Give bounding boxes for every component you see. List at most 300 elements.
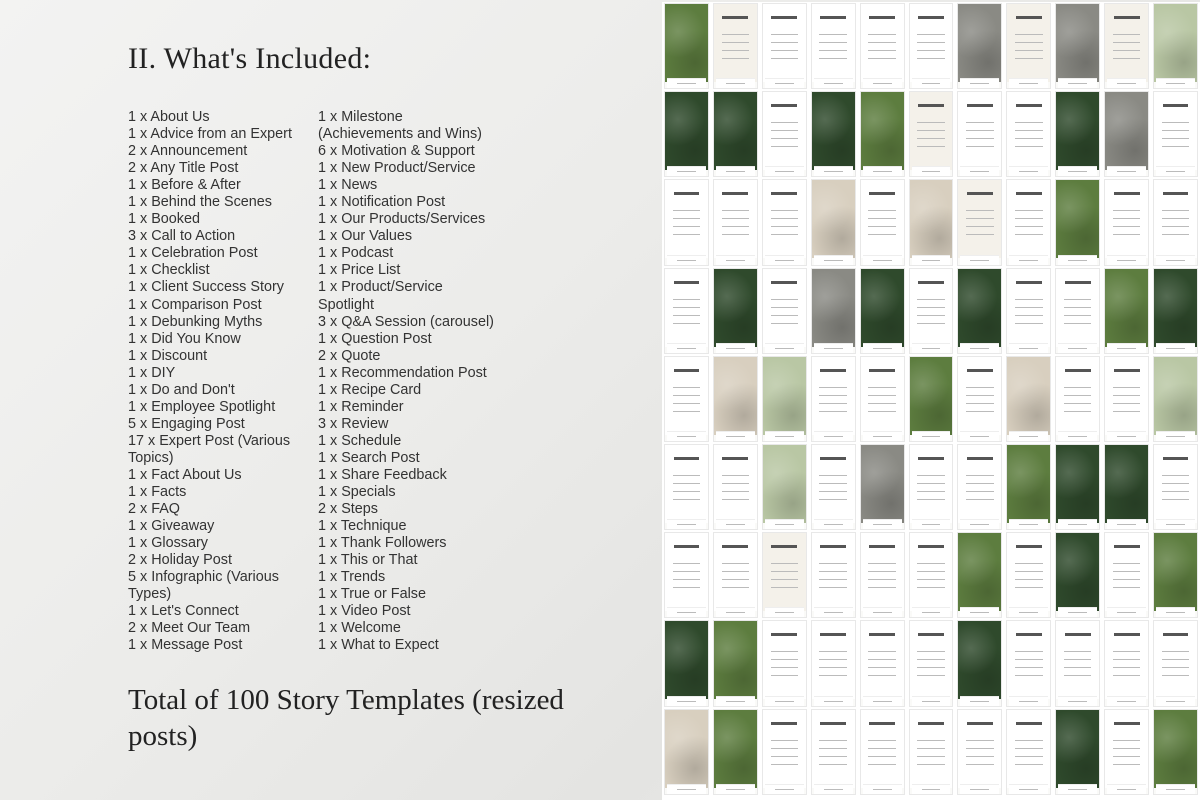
thumbnail-text-line — [722, 587, 749, 588]
thumbnail-text-line — [1015, 234, 1042, 235]
template-thumbnail — [811, 268, 856, 354]
template-thumbnail — [664, 356, 709, 442]
list-item: 1 x Notification Post — [318, 194, 446, 211]
thumbnail-caption — [1058, 78, 1097, 88]
thumbnail-text-line — [722, 58, 749, 59]
thumbnail-text-line — [917, 579, 944, 580]
list-item: 3 x Q&A Session (carousel) — [318, 313, 494, 330]
template-thumbnail — [909, 620, 954, 706]
thumbnail-text-line — [966, 499, 993, 500]
thumbnail-caption — [716, 696, 755, 706]
thumbnail-title-mark — [722, 192, 748, 195]
template-thumbnail — [1104, 179, 1149, 265]
thumbnail-text-line — [1064, 307, 1091, 308]
thumbnail-text-line — [917, 50, 944, 51]
thumbnail-text-line — [819, 740, 846, 741]
template-thumbnail — [1006, 356, 1051, 442]
thumbnail-title-mark — [1016, 104, 1042, 107]
thumbnail-text-line — [673, 387, 700, 388]
thumbnail-caption — [960, 607, 999, 617]
list-item: 1 x Price List — [318, 262, 401, 279]
thumbnail-text-line — [1162, 675, 1189, 676]
list-item: 1 x Behind the Scenes — [128, 194, 273, 211]
thumbnail-caption — [912, 166, 951, 176]
list-item: 17 x Expert Post (Various — [128, 432, 291, 449]
thumbnail-preview — [665, 92, 708, 170]
thumbnail-caption — [1156, 607, 1195, 617]
thumbnail-text-line — [917, 667, 944, 668]
thumbnail-text-line — [722, 210, 749, 211]
template-thumbnail — [1006, 444, 1051, 530]
section-heading: II. What's Included: — [128, 42, 372, 75]
list-item: 1 x Recommendation Post — [318, 364, 487, 381]
thumbnail-text-line — [966, 483, 993, 484]
thumbnail-caption — [814, 166, 853, 176]
thumbnail-text-line — [966, 403, 993, 404]
thumbnail-text-line — [966, 146, 993, 147]
thumbnail-text-line — [722, 50, 749, 51]
thumbnail-text-line — [868, 234, 895, 235]
thumbnail-title-mark — [1016, 281, 1042, 284]
thumbnail-text-line — [1162, 146, 1189, 147]
list-item: 1 x True or False — [318, 586, 426, 603]
thumbnail-caption — [960, 166, 999, 176]
thumbnail-text-line — [917, 58, 944, 59]
thumbnail-text-line — [917, 146, 944, 147]
template-thumbnail — [1153, 709, 1198, 795]
thumbnail-text-line — [966, 756, 993, 757]
thumbnail-text-line — [1162, 226, 1189, 227]
thumbnail-text-line — [673, 579, 700, 580]
template-thumbnail — [762, 3, 807, 89]
thumbnail-text-line — [722, 563, 749, 564]
thumbnail-text-line — [917, 740, 944, 741]
list-item: 1 x Technique — [318, 518, 407, 535]
thumbnail-text-line — [1113, 395, 1140, 396]
thumbnail-caption — [716, 431, 755, 441]
thumbnail-text-line — [819, 387, 846, 388]
thumbnail-caption — [667, 431, 706, 441]
thumbnail-text-line — [1162, 659, 1189, 660]
list-item: 1 x Message Post — [128, 637, 243, 654]
thumbnail-text-line — [819, 403, 846, 404]
thumbnail-title-mark — [869, 16, 895, 19]
template-thumbnail — [1153, 268, 1198, 354]
thumbnail-text-line — [966, 210, 993, 211]
thumbnail-text-line — [1015, 42, 1042, 43]
thumbnail-text-line — [868, 34, 895, 35]
thumbnail-caption — [960, 519, 999, 529]
thumbnail-text-line — [819, 395, 846, 396]
thumbnail-text-line — [917, 571, 944, 572]
thumbnail-caption — [765, 343, 804, 353]
template-thumbnail — [713, 620, 758, 706]
template-thumbnail — [713, 3, 758, 89]
template-thumbnail — [909, 532, 954, 618]
thumbnail-text-line — [868, 667, 895, 668]
template-thumbnail — [664, 91, 709, 177]
thumbnail-text-line — [819, 42, 846, 43]
thumbnail-caption — [1058, 784, 1097, 794]
thumbnail-title-mark — [771, 722, 797, 725]
thumbnail-text-line — [917, 483, 944, 484]
thumbnail-text-line — [917, 587, 944, 588]
list-item: 5 x Infographic (Various — [128, 569, 279, 586]
thumbnail-text-line — [868, 587, 895, 588]
thumbnail-text-line — [819, 571, 846, 572]
thumbnail-text-line — [1162, 499, 1189, 500]
list-item: 1 x Booked — [128, 211, 201, 228]
thumbnail-text-line — [1162, 491, 1189, 492]
thumbnail-text-line — [917, 499, 944, 500]
list-item: 2 x Announcement — [128, 143, 248, 160]
template-thumbnail — [713, 532, 758, 618]
thumbnail-text-line — [819, 34, 846, 35]
thumbnail-title-mark — [967, 457, 993, 460]
template-thumbnail — [1055, 620, 1100, 706]
thumbnail-title-mark — [1114, 192, 1140, 195]
thumbnail-text-line — [722, 579, 749, 580]
thumbnail-title-mark — [1114, 722, 1140, 725]
list-item: Types) — [128, 586, 172, 603]
thumbnail-text-line — [1015, 571, 1042, 572]
thumbnail-caption — [814, 519, 853, 529]
thumbnail-caption — [814, 343, 853, 353]
thumbnail-caption — [1156, 255, 1195, 265]
thumbnail-preview — [714, 92, 757, 170]
thumbnail-title-mark — [1016, 16, 1042, 19]
thumbnail-text-line — [868, 387, 895, 388]
thumbnail-text-line — [917, 34, 944, 35]
thumbnail-title-mark — [674, 545, 700, 548]
thumbnail-text-line — [917, 42, 944, 43]
thumbnail-text-line — [966, 411, 993, 412]
thumbnail-text-line — [722, 234, 749, 235]
template-thumbnail — [1104, 709, 1149, 795]
template-thumbnail — [1055, 709, 1100, 795]
thumbnail-title-mark — [1016, 633, 1042, 636]
thumbnail-text-line — [966, 218, 993, 219]
thumbnail-caption — [960, 343, 999, 353]
thumbnail-text-line — [1064, 675, 1091, 676]
thumbnail-title-mark — [869, 633, 895, 636]
thumbnail-text-line — [1113, 659, 1140, 660]
thumbnail-text-line — [673, 315, 700, 316]
thumbnail-title-mark — [967, 192, 993, 195]
thumbnail-preview — [763, 357, 806, 435]
template-thumbnail — [762, 709, 807, 795]
thumbnail-text-line — [819, 748, 846, 749]
thumbnail-preview — [812, 180, 855, 258]
thumbnail-text-line — [1015, 50, 1042, 51]
thumbnail-text-line — [819, 483, 846, 484]
template-thumbnail — [957, 444, 1002, 530]
thumbnail-text-line — [917, 307, 944, 308]
template-thumbnail — [957, 3, 1002, 89]
list-item: 1 x Our Products/Services — [318, 211, 486, 228]
list-item: 5 x Engaging Post — [128, 415, 245, 432]
thumbnail-caption — [1107, 431, 1146, 441]
thumbnail-text-line — [966, 122, 993, 123]
thumbnail-caption — [960, 431, 999, 441]
thumbnail-caption — [863, 519, 902, 529]
thumbnail-text-line — [771, 146, 798, 147]
thumbnail-preview — [1056, 180, 1099, 258]
thumbnail-caption — [814, 696, 853, 706]
thumbnail-text-line — [868, 659, 895, 660]
thumbnail-caption — [912, 431, 951, 441]
template-thumbnail — [811, 91, 856, 177]
thumbnail-text-line — [819, 563, 846, 564]
thumbnail-text-line — [1162, 667, 1189, 668]
thumbnail-preview — [1154, 710, 1197, 788]
thumbnail-text-line — [1064, 403, 1091, 404]
list-item: 3 x Call to Action — [128, 228, 236, 245]
thumbnail-text-line — [917, 299, 944, 300]
thumbnail-title-mark — [918, 633, 944, 636]
thumbnail-title-mark — [1114, 16, 1140, 19]
thumbnail-caption — [1009, 519, 1048, 529]
thumbnail-caption — [667, 343, 706, 353]
thumbnail-caption — [912, 784, 951, 794]
thumbnail-title-mark — [820, 722, 846, 725]
thumbnail-text-line — [1064, 659, 1091, 660]
thumbnail-caption — [1058, 696, 1097, 706]
list-item: 1 x Share Feedback — [318, 466, 447, 483]
thumbnail-caption — [863, 784, 902, 794]
template-thumbnail — [762, 356, 807, 442]
thumbnail-preview — [910, 180, 953, 258]
list-item: 1 x About Us — [128, 109, 210, 125]
list-item: 1 x New Product/Service — [318, 160, 476, 177]
template-thumbnail — [811, 356, 856, 442]
thumbnail-preview — [958, 621, 1001, 699]
thumbnail-text-line — [771, 42, 798, 43]
thumbnail-text-line — [966, 395, 993, 396]
thumbnail-caption — [765, 166, 804, 176]
thumbnail-preview — [910, 357, 953, 435]
list-item: 1 x Podcast — [318, 245, 394, 262]
thumbnail-title-mark — [771, 104, 797, 107]
template-thumbnail — [1006, 532, 1051, 618]
thumbnail-text-line — [819, 58, 846, 59]
thumbnail-text-line — [722, 226, 749, 227]
template-thumbnail — [909, 444, 954, 530]
thumbnail-caption — [912, 343, 951, 353]
thumbnail-text-line — [673, 395, 700, 396]
thumbnail-caption — [1009, 78, 1048, 88]
thumbnail-text-line — [722, 218, 749, 219]
thumbnail-caption — [1107, 519, 1146, 529]
thumbnail-preview — [1007, 357, 1050, 435]
thumbnail-title-mark — [722, 457, 748, 460]
template-thumbnail — [1055, 3, 1100, 89]
thumbnail-text-line — [819, 675, 846, 676]
thumbnail-caption — [1058, 519, 1097, 529]
thumbnail-text-line — [771, 563, 798, 564]
thumbnail-preview — [1154, 4, 1197, 82]
thumbnail-text-line — [1015, 122, 1042, 123]
thumbnail-caption — [1107, 343, 1146, 353]
template-thumbnail — [1055, 268, 1100, 354]
list-item: 1 x Reminder — [318, 398, 404, 415]
thumbnail-text-line — [1015, 218, 1042, 219]
thumbnail-caption — [1107, 78, 1146, 88]
thumbnail-caption — [814, 255, 853, 265]
thumbnail-text-line — [966, 234, 993, 235]
thumbnail-preview — [714, 357, 757, 435]
list-item: 1 x Glossary — [128, 535, 208, 552]
thumbnail-text-line — [819, 659, 846, 660]
template-thumbnail — [860, 620, 905, 706]
template-thumbnail — [909, 356, 954, 442]
thumbnail-text-line — [1015, 146, 1042, 147]
list-item: Spotlight — [318, 296, 375, 313]
thumbnail-text-line — [673, 499, 700, 500]
list-item: 1 x Before & After — [128, 177, 241, 194]
thumbnail-text-line — [771, 579, 798, 580]
thumbnail-text-line — [1015, 130, 1042, 131]
thumbnail-preview — [714, 621, 757, 699]
thumbnail-caption — [1009, 343, 1048, 353]
template-thumbnail — [664, 444, 709, 530]
template-thumbnail — [1006, 179, 1051, 265]
thumbnail-caption — [716, 255, 755, 265]
thumbnail-title-mark — [918, 545, 944, 548]
thumbnail-text-line — [1015, 58, 1042, 59]
thumbnail-text-line — [1015, 226, 1042, 227]
thumbnail-text-line — [771, 740, 798, 741]
list-item: 1 x Comparison Post — [128, 296, 262, 313]
thumbnail-text-line — [917, 491, 944, 492]
thumbnail-title-mark — [1065, 369, 1091, 372]
thumbnail-caption — [960, 696, 999, 706]
thumbnail-title-mark — [869, 369, 895, 372]
thumbnail-preview — [665, 710, 708, 788]
thumbnail-caption — [1156, 431, 1195, 441]
thumbnail-title-mark — [918, 281, 944, 284]
thumbnail-text-line — [771, 50, 798, 51]
thumbnail-text-line — [771, 130, 798, 131]
thumbnail-preview — [1056, 445, 1099, 523]
thumbnail-title-mark — [674, 457, 700, 460]
template-thumbnail — [713, 444, 758, 530]
thumbnail-text-line — [966, 387, 993, 388]
thumbnail-text-line — [722, 499, 749, 500]
thumbnail-text-line — [673, 491, 700, 492]
thumbnail-text-line — [917, 130, 944, 131]
list-item: 1 x Product/Service — [318, 279, 443, 296]
thumbnail-preview — [861, 445, 904, 523]
thumbnail-text-line — [868, 651, 895, 652]
template-thumbnail — [909, 3, 954, 89]
list-item: 1 x Do and Don't — [128, 381, 235, 398]
thumbnail-text-line — [917, 675, 944, 676]
thumbnail-caption — [667, 78, 706, 88]
thumbnail-title-mark — [918, 722, 944, 725]
thumbnail-caption — [765, 431, 804, 441]
thumbnail-text-line — [819, 411, 846, 412]
thumbnail-text-line — [868, 226, 895, 227]
template-thumbnail — [1104, 620, 1149, 706]
thumbnail-text-line — [1015, 764, 1042, 765]
thumbnail-text-line — [771, 323, 798, 324]
template-thumbnail — [811, 179, 856, 265]
template-thumbnail — [1006, 91, 1051, 177]
thumbnail-title-mark — [722, 16, 748, 19]
thumbnail-text-line — [819, 651, 846, 652]
thumbnail-text-line — [966, 491, 993, 492]
template-thumbnail — [909, 709, 954, 795]
thumbnail-text-line — [771, 756, 798, 757]
template-thumbnail — [664, 179, 709, 265]
template-thumbnail — [713, 709, 758, 795]
thumbnail-text-line — [1162, 138, 1189, 139]
thumbnail-preview — [1154, 269, 1197, 347]
thumbnail-preview — [1056, 533, 1099, 611]
thumbnail-caption — [863, 78, 902, 88]
template-thumbnail — [860, 709, 905, 795]
included-list-column-2 — [318, 109, 508, 655]
thumbnail-title-mark — [1114, 633, 1140, 636]
template-thumbnail — [1153, 179, 1198, 265]
thumbnail-caption — [1156, 166, 1195, 176]
thumbnail-text-line — [868, 675, 895, 676]
thumbnail-text-line — [868, 58, 895, 59]
template-thumbnail — [957, 91, 1002, 177]
thumbnail-text-line — [1015, 756, 1042, 757]
thumbnail-caption — [716, 343, 755, 353]
thumbnail-text-line — [1113, 764, 1140, 765]
list-item: 1 x Celebration Post — [128, 245, 258, 262]
thumbnail-text-line — [1113, 58, 1140, 59]
list-item: 1 x DIY — [128, 364, 176, 381]
thumbnail-text-line — [868, 740, 895, 741]
thumbnail-preview — [665, 4, 708, 82]
thumbnail-title-mark — [1163, 104, 1189, 107]
thumbnail-text-line — [1064, 299, 1091, 300]
thumbnail-text-line — [819, 50, 846, 51]
thumbnail-caption — [960, 78, 999, 88]
thumbnail-title-mark — [820, 457, 846, 460]
thumbnail-caption — [814, 607, 853, 617]
thumbnail-text-line — [966, 740, 993, 741]
thumbnail-text-line — [819, 475, 846, 476]
thumbnail-text-line — [771, 764, 798, 765]
template-preview-grid — [662, 2, 1200, 800]
list-item: 1 x Milestone — [318, 109, 403, 125]
thumbnail-caption — [667, 255, 706, 265]
thumbnail-title-mark — [771, 192, 797, 195]
thumbnail-text-line — [1162, 475, 1189, 476]
thumbnail-title-mark — [674, 281, 700, 284]
template-thumbnail — [664, 620, 709, 706]
thumbnail-text-line — [1113, 667, 1140, 668]
thumbnail-text-line — [1113, 756, 1140, 757]
thumbnail-caption — [716, 519, 755, 529]
list-item: 1 x Did You Know — [128, 330, 241, 347]
thumbnail-preview — [1007, 445, 1050, 523]
thumbnail-caption — [863, 431, 902, 441]
thumbnail-text-line — [868, 756, 895, 757]
template-thumbnail — [713, 268, 758, 354]
template-thumbnail — [762, 532, 807, 618]
thumbnail-text-line — [673, 411, 700, 412]
template-thumbnail — [1055, 356, 1100, 442]
thumbnail-caption — [765, 784, 804, 794]
thumbnail-text-line — [673, 571, 700, 572]
thumbnail-text-line — [673, 218, 700, 219]
